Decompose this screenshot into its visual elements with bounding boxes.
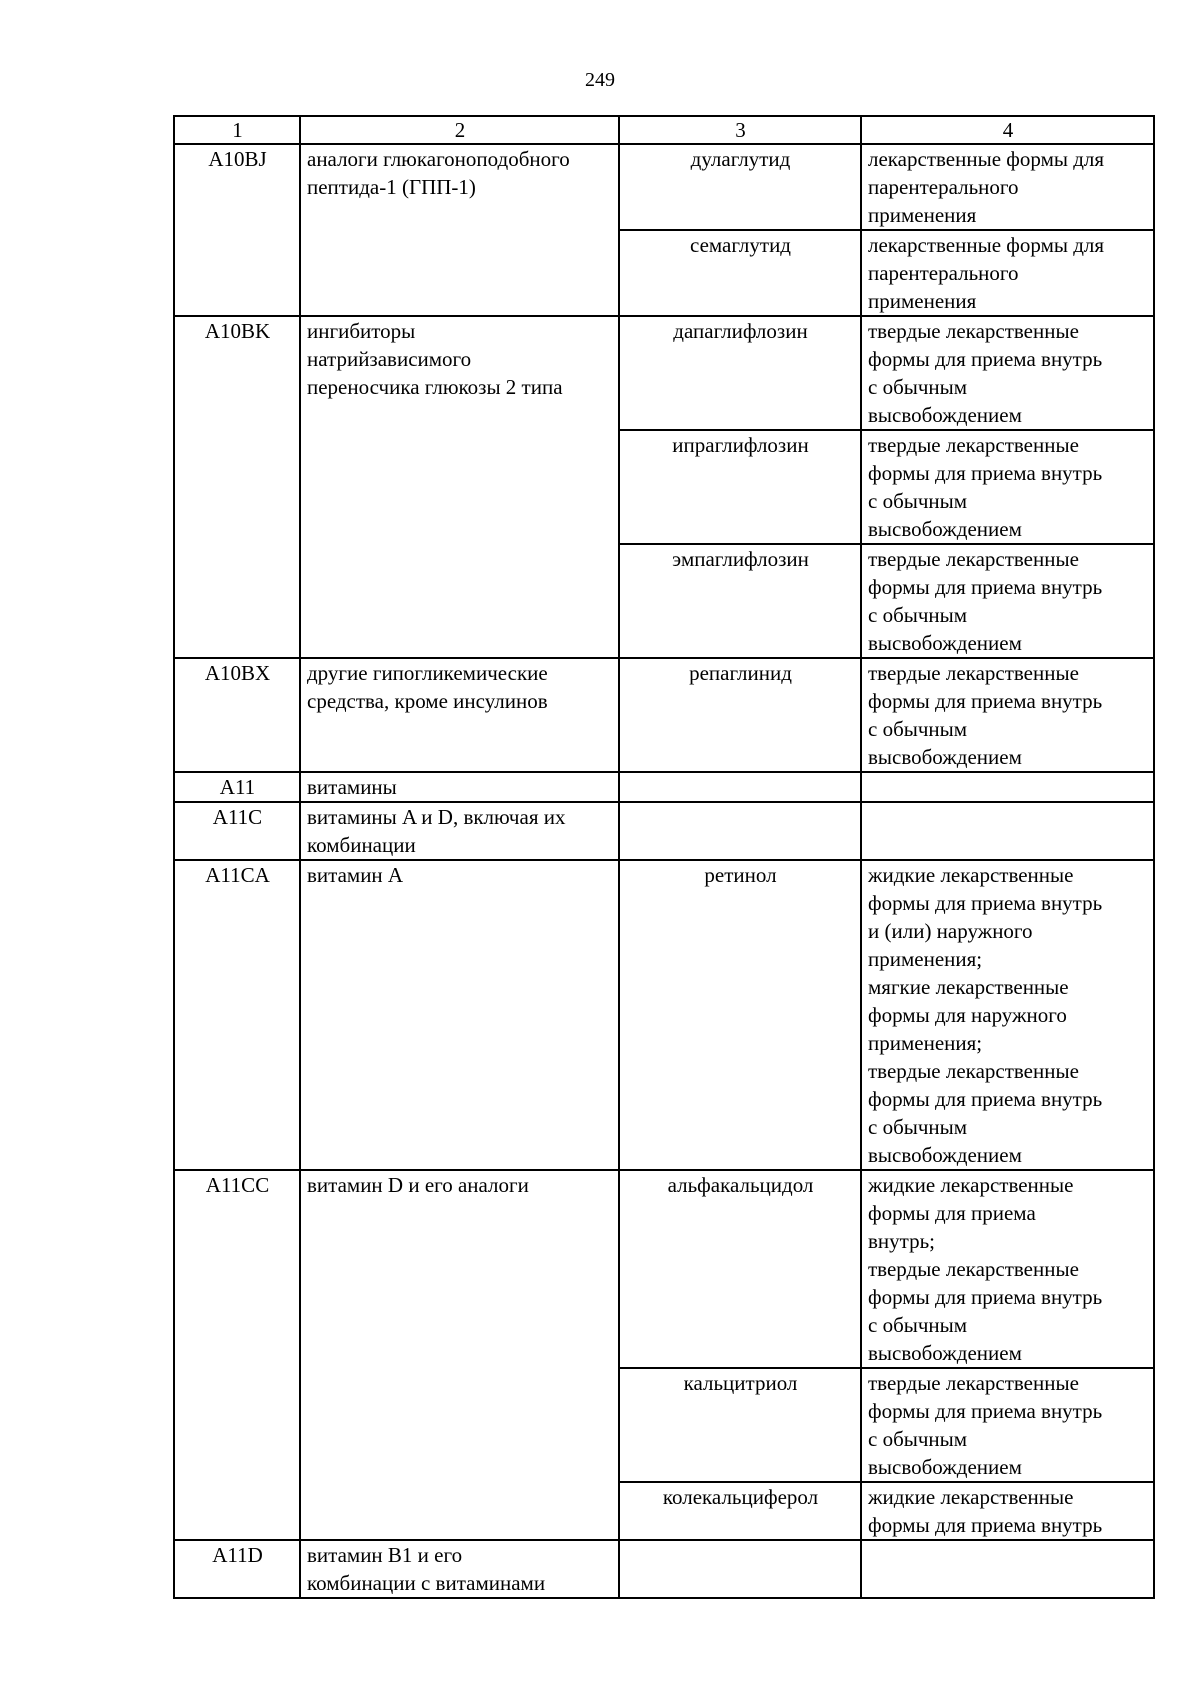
dosage-form-line: применения bbox=[868, 203, 977, 227]
column-header: 1 bbox=[174, 116, 300, 144]
drug-name-cell: репаглинид bbox=[619, 658, 861, 772]
dosage-form-line: с обычным bbox=[868, 603, 968, 627]
atc-group-cell bbox=[300, 772, 619, 802]
drug-table bbox=[173, 115, 1155, 1599]
dosage-form-cell bbox=[861, 1482, 1154, 1540]
atc-code-cell: A11CA bbox=[174, 860, 300, 1170]
group-text-line: переносчика глюкозы 2 типа bbox=[307, 375, 563, 399]
atc-code-cell: A10BJ bbox=[174, 144, 300, 316]
dosage-form-line: формы для наружного bbox=[868, 1003, 1067, 1027]
dosage-form-cell bbox=[861, 658, 1154, 772]
dosage-form-line: формы для приема внутрь bbox=[868, 891, 1103, 915]
dosage-form-line: формы для приема внутрь bbox=[868, 1285, 1103, 1309]
table-body bbox=[174, 144, 1154, 1598]
dosage-form-line: парентерального bbox=[868, 175, 1019, 199]
column-header: 3 bbox=[619, 116, 861, 144]
dosage-form-line: лекарственные формы для bbox=[868, 233, 1105, 257]
dosage-form-cell bbox=[861, 544, 1154, 658]
group-text-line: аналоги глюкагоноподобного bbox=[307, 147, 570, 171]
group-text-line: натрийзависимого bbox=[307, 347, 472, 371]
group-text-line: комбинации с витаминами bbox=[307, 1571, 546, 1595]
atc-code-cell: A10BX bbox=[174, 658, 300, 772]
dosage-form-line: формы для приема внутрь bbox=[868, 575, 1103, 599]
group-text-line: витамин D и его аналоги bbox=[307, 1173, 529, 1197]
drug-name-cell: кальцитриол bbox=[619, 1368, 861, 1482]
dosage-form-line: формы для приема bbox=[868, 1201, 1036, 1225]
dosage-form-line: жидкие лекарственные bbox=[868, 863, 1074, 887]
group-text-line: другие гипогликемические bbox=[307, 661, 548, 685]
table-row bbox=[174, 316, 1154, 430]
dosage-form-cell bbox=[861, 144, 1154, 230]
dosage-form-cell bbox=[861, 860, 1154, 1170]
dosage-form-line: жидкие лекарственные bbox=[868, 1173, 1074, 1197]
drug-name-cell bbox=[619, 772, 861, 802]
dosage-form-line: лекарственные формы для bbox=[868, 147, 1105, 171]
dosage-form-line: мягкие лекарственные bbox=[868, 975, 1069, 999]
dosage-form-line: высвобождением bbox=[868, 1341, 1022, 1365]
dosage-form-cell bbox=[861, 1368, 1154, 1482]
dosage-form-line: применения; bbox=[868, 1031, 983, 1055]
dosage-form-line: твердые лекарственные bbox=[868, 547, 1079, 571]
group-text-line: ингибиторы bbox=[307, 319, 416, 343]
atc-group-cell bbox=[300, 1170, 619, 1540]
drug-name-cell: дапаглифлозин bbox=[619, 316, 861, 430]
atc-code-cell: A11C bbox=[174, 802, 300, 860]
atc-group-cell bbox=[300, 1540, 619, 1598]
dosage-form-line: высвобождением bbox=[868, 1455, 1022, 1479]
dosage-form-line: с обычным bbox=[868, 1115, 968, 1139]
dosage-form-line: формы для приема внутрь bbox=[868, 1513, 1103, 1537]
dosage-form-line: с обычным bbox=[868, 375, 968, 399]
atc-code-cell: A11 bbox=[174, 772, 300, 802]
column-header: 4 bbox=[861, 116, 1154, 144]
dosage-form-line: с обычным bbox=[868, 489, 968, 513]
dosage-form-line: высвобождением bbox=[868, 745, 1022, 769]
dosage-form-line: твердые лекарственные bbox=[868, 1257, 1079, 1281]
dosage-form-line: и (или) наружного bbox=[868, 919, 1033, 943]
group-text-line: средства, кроме инсулинов bbox=[307, 689, 548, 713]
drug-name-cell bbox=[619, 1540, 861, 1598]
dosage-form-line: твердые лекарственные bbox=[868, 1059, 1079, 1083]
dosage-form-line: твердые лекарственные bbox=[868, 1371, 1079, 1395]
group-text-line: витамин A bbox=[307, 863, 404, 887]
table-row bbox=[174, 772, 1154, 802]
dosage-form-line: высвобождением bbox=[868, 1143, 1022, 1167]
drug-name-cell: семаглутид bbox=[619, 230, 861, 316]
dosage-form-line: формы для приема внутрь bbox=[868, 347, 1103, 371]
drug-name-cell: дулаглутид bbox=[619, 144, 861, 230]
dosage-form-line: с обычным bbox=[868, 717, 968, 741]
group-text-line: комбинации bbox=[307, 833, 416, 857]
atc-code-cell: A11D bbox=[174, 1540, 300, 1598]
dosage-form-cell bbox=[861, 772, 1154, 802]
atc-group-cell bbox=[300, 802, 619, 860]
table-row bbox=[174, 860, 1154, 1170]
atc-group-cell bbox=[300, 860, 619, 1170]
group-text-line: витамины bbox=[307, 775, 397, 799]
table-row bbox=[174, 1170, 1154, 1368]
drug-name-cell bbox=[619, 802, 861, 860]
dosage-form-cell bbox=[861, 1170, 1154, 1368]
atc-group-cell bbox=[300, 658, 619, 772]
table-row bbox=[174, 144, 1154, 230]
drug-name-cell: ипраглифлозин bbox=[619, 430, 861, 544]
dosage-form-line: внутрь; bbox=[868, 1229, 935, 1253]
table-header bbox=[174, 116, 1154, 144]
drug-name-cell: колекальциферол bbox=[619, 1482, 861, 1540]
dosage-form-line: с обычным bbox=[868, 1427, 968, 1451]
table-row bbox=[174, 802, 1154, 860]
dosage-form-line: формы для приема внутрь bbox=[868, 461, 1103, 485]
dosage-form-line: с обычным bbox=[868, 1313, 968, 1337]
dosage-form-cell bbox=[861, 802, 1154, 860]
column-header: 2 bbox=[300, 116, 619, 144]
dosage-form-line: формы для приема внутрь bbox=[868, 689, 1103, 713]
dosage-form-line: применения bbox=[868, 289, 977, 313]
group-text-line: витамин B1 и его bbox=[307, 1543, 463, 1567]
atc-code-cell: A11CC bbox=[174, 1170, 300, 1540]
dosage-form-line: твердые лекарственные bbox=[868, 661, 1079, 685]
dosage-form-line: парентерального bbox=[868, 261, 1019, 285]
dosage-form-cell bbox=[861, 1540, 1154, 1598]
atc-code-cell: A10BK bbox=[174, 316, 300, 658]
page-number: 249 bbox=[585, 69, 615, 91]
atc-group-cell bbox=[300, 316, 619, 658]
group-text-line: пептида-1 (ГПП-1) bbox=[307, 175, 476, 199]
dosage-form-line: формы для приема внутрь bbox=[868, 1087, 1103, 1111]
dosage-form-line: высвобождением bbox=[868, 403, 1022, 427]
drug-name-cell: альфакальцидол bbox=[619, 1170, 861, 1368]
group-text-line: витамины A и D, включая их bbox=[307, 805, 566, 829]
dosage-form-cell bbox=[861, 230, 1154, 316]
dosage-form-line: формы для приема внутрь bbox=[868, 1399, 1103, 1423]
dosage-form-cell bbox=[861, 430, 1154, 544]
atc-group-cell bbox=[300, 144, 619, 316]
dosage-form-line: твердые лекарственные bbox=[868, 433, 1079, 457]
header-row bbox=[174, 116, 1154, 144]
dosage-form-line: высвобождением bbox=[868, 517, 1022, 541]
table-row bbox=[174, 1540, 1154, 1598]
dosage-form-line: жидкие лекарственные bbox=[868, 1485, 1074, 1509]
dosage-form-cell bbox=[861, 316, 1154, 430]
table-row bbox=[174, 658, 1154, 772]
drug-name-cell: эмпаглифлозин bbox=[619, 544, 861, 658]
dosage-form-line: применения; bbox=[868, 947, 983, 971]
drug-name-cell: ретинол bbox=[619, 860, 861, 1170]
dosage-form-line: высвобождением bbox=[868, 631, 1022, 655]
dosage-form-line: твердые лекарственные bbox=[868, 319, 1079, 343]
